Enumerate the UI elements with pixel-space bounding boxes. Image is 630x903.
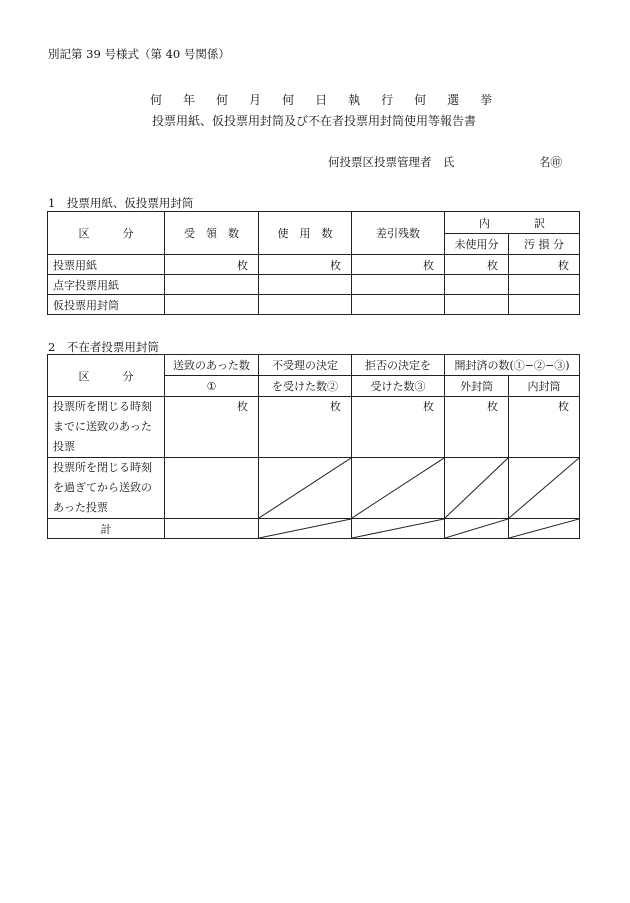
header-category: 区 分 bbox=[48, 355, 165, 397]
struck-cell bbox=[352, 519, 445, 539]
header-unused: 未使用分 bbox=[445, 234, 509, 255]
header-rejected-2: を受けた数② bbox=[259, 376, 352, 397]
unit-cell: 枚 bbox=[352, 397, 445, 458]
title-char: 日 bbox=[315, 93, 328, 107]
empty-cell bbox=[509, 275, 580, 295]
struck-cell bbox=[352, 458, 445, 519]
header-received: 受 領 数 bbox=[165, 212, 259, 255]
title-char: 何 bbox=[282, 93, 295, 107]
header-breakdown: 内 訳 bbox=[445, 212, 580, 234]
total-label: 計 bbox=[48, 519, 165, 539]
title-char: 執 bbox=[348, 93, 361, 107]
row-label-line: あった投票 bbox=[53, 501, 108, 514]
row-label: 点字投票用紙 bbox=[48, 275, 165, 295]
unit-cell: 枚 bbox=[259, 397, 352, 458]
empty-cell bbox=[509, 295, 580, 315]
unit-cell: 枚 bbox=[259, 255, 352, 275]
table-row bbox=[48, 275, 580, 295]
unit-cell: 枚 bbox=[445, 255, 509, 275]
reporter-line bbox=[328, 154, 562, 170]
form-number: 別記第 39 号様式（第 40 号関係） bbox=[48, 47, 230, 61]
report-title: 投票用紙、仮投票用封筒及び不在者投票用封筒使用等報告書 bbox=[152, 114, 477, 128]
title-char: 行 bbox=[381, 93, 394, 107]
unit-cell: 枚 bbox=[509, 255, 580, 275]
title-char: 年 bbox=[183, 93, 196, 107]
header-rejected: 不受理の決定 bbox=[259, 355, 352, 376]
empty-cell bbox=[259, 275, 352, 295]
row-label-line: 投票 bbox=[53, 440, 75, 453]
title-char: 何 bbox=[414, 93, 427, 107]
empty-cell bbox=[165, 275, 259, 295]
header-remaining: 差引残数 bbox=[352, 212, 445, 255]
reporter-label: 何投票区投票管理者 氏 bbox=[328, 155, 455, 169]
table-row bbox=[48, 255, 580, 275]
unit-cell: 枚 bbox=[509, 397, 580, 458]
table-row bbox=[48, 295, 580, 315]
section2-table bbox=[47, 354, 580, 539]
empty-cell bbox=[352, 295, 445, 315]
header-inner: 内封筒 bbox=[509, 376, 580, 397]
empty-cell bbox=[445, 275, 509, 295]
header-delivered: 送致のあった数 bbox=[165, 355, 259, 376]
header-outer: 外封筒 bbox=[445, 376, 509, 397]
empty-cell bbox=[259, 295, 352, 315]
unit-cell: 枚 bbox=[445, 397, 509, 458]
table-row bbox=[48, 397, 580, 458]
unit-cell: 枚 bbox=[165, 255, 259, 275]
section1-heading: 1 投票用紙、仮投票用封筒 bbox=[48, 196, 194, 210]
title-char: 月 bbox=[249, 93, 262, 107]
header-used: 使 用 数 bbox=[259, 212, 352, 255]
reporter-name-seal: 名㊞ bbox=[539, 155, 562, 169]
header-refused-2: 受けた数③ bbox=[352, 376, 445, 397]
header-refused: 拒否の決定を bbox=[352, 355, 445, 376]
unit-cell: 枚 bbox=[352, 255, 445, 275]
empty-cell bbox=[165, 458, 259, 519]
row-label: 仮投票用封筒 bbox=[48, 295, 165, 315]
header-category: 区 分 bbox=[48, 212, 165, 255]
struck-cell bbox=[509, 458, 580, 519]
empty-cell bbox=[165, 295, 259, 315]
empty-cell bbox=[445, 295, 509, 315]
row-label-line: までに送致のあった bbox=[53, 420, 152, 433]
row-label: 投票用紙 bbox=[48, 255, 165, 275]
struck-cell bbox=[445, 519, 509, 539]
row-label bbox=[48, 397, 165, 458]
row-label-line: 投票所を閉じる時刻 bbox=[53, 400, 152, 413]
unit-cell: 枚 bbox=[165, 397, 259, 458]
empty-cell bbox=[352, 275, 445, 295]
struck-cell bbox=[259, 458, 352, 519]
section1-table bbox=[47, 211, 580, 315]
row-label-line: を過ぎてから送致の bbox=[53, 481, 152, 494]
row-label bbox=[48, 458, 165, 519]
struck-cell bbox=[445, 458, 509, 519]
title-char: 何 bbox=[216, 93, 229, 107]
title-char: 選 bbox=[447, 93, 460, 107]
title-char: 何 bbox=[150, 93, 163, 107]
header-opened: 開封済の数(①−②−③) bbox=[445, 355, 580, 376]
table-row bbox=[48, 458, 580, 519]
struck-cell bbox=[259, 519, 352, 539]
struck-cell bbox=[509, 519, 580, 539]
section2-heading: 2 不在者投票用封筒 bbox=[48, 340, 159, 354]
table-row bbox=[48, 519, 580, 539]
report-title-date-line bbox=[150, 91, 513, 108]
row-label-line: 投票所を閉じる時刻 bbox=[53, 461, 152, 474]
title-char: 挙 bbox=[480, 93, 493, 107]
header-delivered-2: ① bbox=[165, 376, 259, 397]
header-damaged: 汚 損 分 bbox=[509, 234, 580, 255]
empty-cell bbox=[165, 519, 259, 539]
